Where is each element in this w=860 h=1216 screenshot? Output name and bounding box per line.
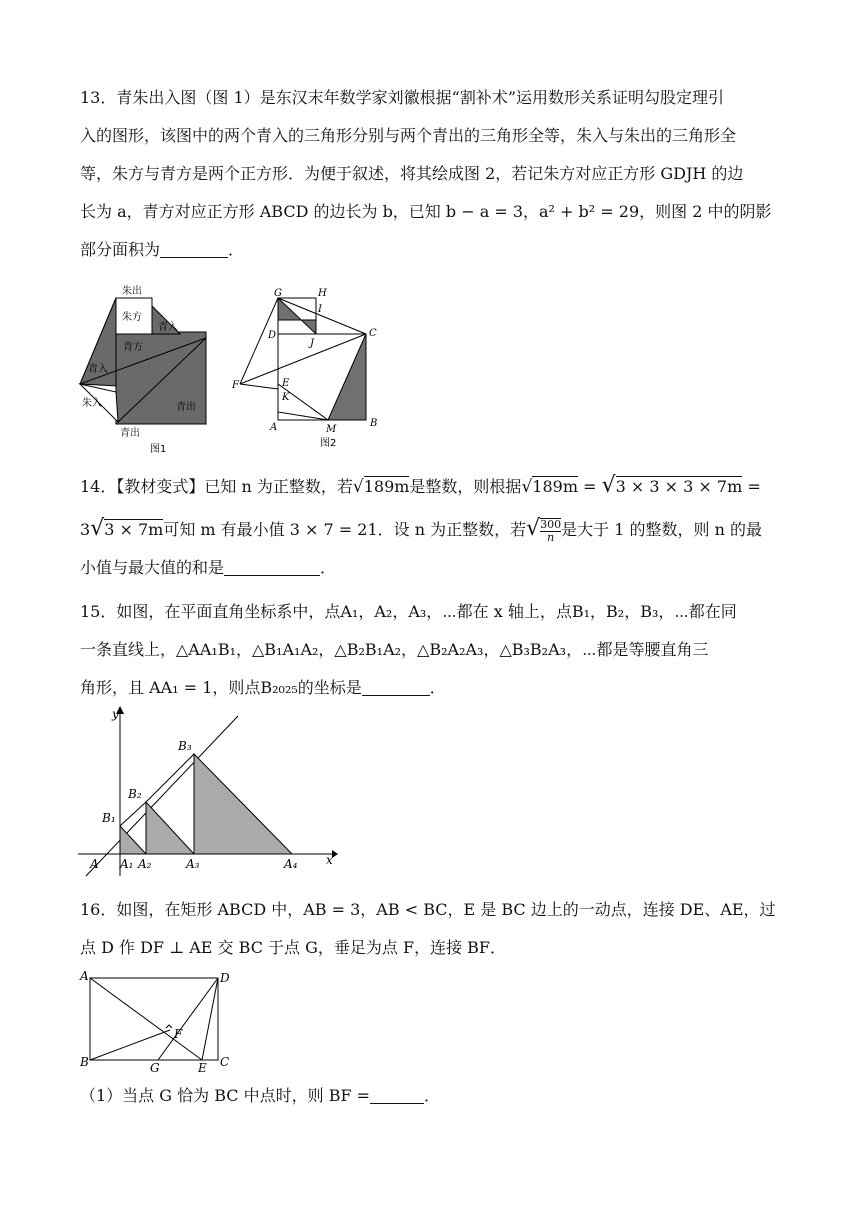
svg-text:A: A [80,969,89,983]
q13-line-1: 13．青朱出入图（图 1）是东汉末年数学家刘徽根据“割补术”运用数形关系证明勾股定理引 [80,88,725,107]
figure-1-qingzhu-diagram [78,280,218,458]
question-14 [80,470,782,584]
svg-text:G: G [274,288,282,299]
svg-text:B: B [80,1055,89,1069]
svg-text:B₂: B₂ [128,787,142,801]
svg-text:A₃: A₃ [186,857,200,871]
question-13 [80,82,782,266]
q14-line-3: 小值与最大值的和是 ． [80,558,337,577]
answer-blank[interactable] [160,239,228,258]
q15-line-3: 角形，且 AA₁ = 1，则点B₂₀₂₅的坐标是 ． [80,678,446,697]
question-16 [80,894,782,964]
svg-text:D: D [268,330,277,341]
svg-text:M: M [326,424,337,435]
q14-line-2: 3√3 × 7m可知 m 有最小值 3 × 7 = 21．设 n 为正整数，若√ $\frac{300}{n}$ 是大于 1 的整数，则 n 的最 [80,516,762,544]
answer-blank[interactable] [370,1085,424,1104]
svg-text:A₄: A₄ [284,857,298,871]
svg-text:H: H [318,288,327,299]
svg-text:x: x [326,853,333,867]
svg-text:图1: 图1 [150,444,167,455]
figure-15-coordinate [76,704,338,882]
svg-text:E: E [282,378,290,389]
svg-text:y: y [112,707,119,721]
svg-text:F: F [174,1027,183,1041]
q13-line-4: 长为 a，青方对应正方形 ABCD 的边长为 b，已知 b − a = 3，a² + b² = 29，则图 2 中的阴影 [80,202,772,221]
q13-line-2: 入的图形，该图中的两个青入的三角形分别与两个青出的三角形全等，朱入与朱出的三角形全 [80,126,737,145]
svg-text:青方: 青方 [123,342,143,353]
q15-line-2: 一条直线上，△AA₁B₁，△B₁A₁A₂，△B₂B₁A₂，△B₂A₂A₃，△B₃B₂A₃，⋯都是等腰直角三 [80,640,709,659]
svg-text:B: B [370,418,378,429]
q16-line-2: 点 D 作 DF ⊥ AE 交 BC 于点 G，垂足为点 F，连接 BF． [80,938,507,957]
svg-text:A₂: A₂ [138,857,152,871]
svg-text:朱出: 朱出 [122,286,142,297]
q13-line-3: 等，朱方与青方是两个正方形．为便于叙述，将其绘成图 2，若记朱方对应正方形 GDJH 的边 [80,164,744,183]
svg-text:F: F [232,380,239,391]
question-15 [80,596,782,704]
answer-blank[interactable] [224,557,320,576]
q16-subquestion-1: （1）当点 G 恰为 BC 中点时，则 BF = ． [80,1086,441,1105]
svg-text:D: D [220,971,230,985]
q15-line-1: 15．如图，在平面直角坐标系中，点A₁，A₂，A₃，⋯都在 x 轴上，点B₁，B₂，B₃，⋯都在同 [80,602,737,621]
svg-text:J: J [310,338,315,349]
svg-text:K: K [282,392,290,403]
svg-text:G: G [150,1061,160,1072]
svg-text:C: C [220,1055,230,1069]
svg-text:E: E [198,1061,207,1072]
svg-text:青出: 青出 [176,402,196,413]
svg-text:青入: 青入 [158,322,178,333]
svg-text:A: A [90,857,99,871]
svg-text:I: I [318,304,322,315]
figure-2-geometry [230,284,390,452]
svg-text:A: A [270,422,278,433]
svg-text:青入: 青入 [88,364,108,375]
svg-text:B₁: B₁ [102,811,116,825]
answer-blank[interactable] [362,677,430,696]
q14-line-1: 14．【教材变式】已知 n 为正整数，若√189m是整数，则根据√189m = √3 × 3 × 3 × 7m = [80,473,761,498]
svg-text:B₃: B₃ [178,739,192,753]
svg-text:朱入: 朱入 [82,398,102,409]
q13-line-5: 部分面积为 ． [80,240,245,259]
svg-text:C: C [369,328,377,339]
figure-16-rectangle [76,968,236,1072]
svg-text:朱方: 朱方 [122,312,142,323]
svg-text:青出: 青出 [120,428,140,439]
svg-text:A₁: A₁ [120,857,134,871]
q16-line-1: 16．如图，在矩形 ABCD 中，AB = 3，AB < BC，E 是 BC 边上的一动点，连接 DE、AE，过 [80,900,776,919]
svg-text:图2: 图2 [320,438,337,449]
